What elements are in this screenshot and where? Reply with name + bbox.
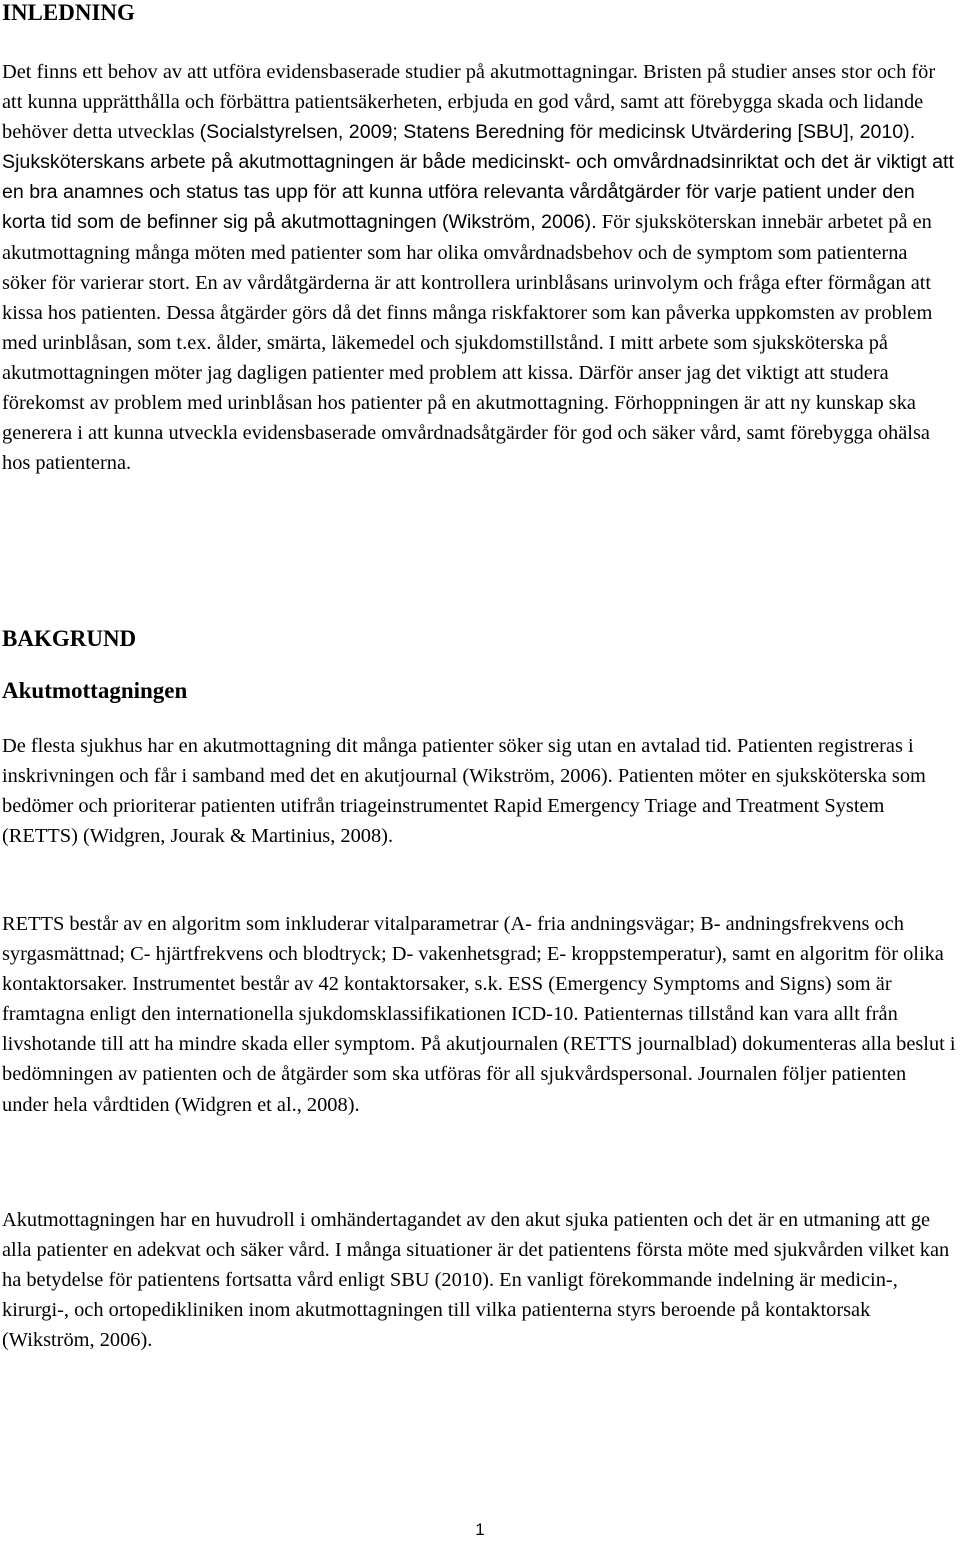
intro-text-part-3: Sjuksköterskans arbete på akutmottagningen är både medicinskt- och omvårdnadsinriktat och det är viktigt att en bra anamnes och status tas upp för att kunna utföra relevanta vårdåtgärder för varje patient under den korta tid som de befinner sig på akutmottagningen (Wikström, 2006). bbox=[2, 151, 954, 234]
intro-text-part-4: För sjuksköterskan innebär arbetet på en akutmottagning många möten med patienter som har olika omvårdnadsbehov och de symptom som patienterna söker för varierar stort. En av vårdåtgärderna är att kontrollera urinblåsans urinvolym och fråga efter förmågan att kissa hos patienten. Dessa åtgärder görs då det finns många riskfaktorer som kan påverka uppkomsten av problem med urinblåsan, som t.ex. ålder, smärta, läkemedel och sjukdomstillstånd. I mitt arbete som sjuksköterska på akutmottagningen möter jag dagligen patienter med problem att kissa. Därför anser jag det viktigt att studera förekomst av problem med urinblåsan hos patienter på en akutmottagning. Förhoppningen är att ny kunskap ska generera i att kunna utveckla evidensbaserade omvårdnadsåtgärder för god och säker vård, samt förebygga ohälsa hos patienterna. bbox=[2, 211, 933, 475]
intro-text-part-2-citation: (Socialstyrelsen, 2009; Statens Beredning för medicinsk Utvärdering [SBU], 2010). bbox=[199, 121, 916, 144]
background-paragraph-1: De flesta sjukhus har en akutmottagning dit många patienter söker sig utan en avtalad tid. Patienten registreras i inskrivningen och får i samband med det en akutjournal (Wikström, 2006). Patienten möter en sjuksköterska som bedömer och prioriterar patienten utifrån triageinstrumentet Rapid Emergency Triage and Treatment System (RETTS) (Widgren, Jourak & Martinius, 2008). bbox=[2, 735, 926, 848]
section-heading-inledning: INLEDNING bbox=[2, 0, 135, 25]
background-paragraph-3: Akutmottagningen har en huvudroll i omhändertagandet av den akut sjuka patienten och det är en utmaning att ge alla patienter en adekvat och säker vård. I många situationer är det patientens första möte med sjukvården vilket kan ha betydelse för patientens fortsatta vård enligt SBU (2010). En vanligt förekommande indelning är medicin-, kirurgi-, och ortopedikliniken inom akutmottagningen till vilka patienterna styrs beroende på kontaktorsak (Wikström, 2006). bbox=[2, 1209, 950, 1352]
intro-text-part-1: Det finns ett behov av att utföra evidensbaserade studier på akutmottagningar. Bristen på studier anses stor och för att kunna upprätthålla och förbättra patientsäkerheten, erbjuda en god vård, samt att förebygga skada och lidande behöver detta utvecklas bbox=[2, 61, 936, 144]
background-paragraph-2: RETTS består av en algoritm som inkluderar vitalparametrar (A- fria andningsvägar; B- andningsfrekvens och syrgasmättnad; C- hjärtfrekvens och blodtryck; D- vakenhetsgrad; E- kroppstemperatur), samt en algoritm för olika kontaktorsaker. Instrumentet består av 42 kontaktorsaker, s.k. ESS (Emergency Symptoms and Signs) som är framtagna enligt den internationella sjukdomsklassifikationen ICD-10. Patienternas tillstånd kan vara allt från livshotande till att ha mindre skada eller symptom. På akutjournalen (RETTS journalblad) dokumenteras alla beslut i bedömningen av patienten och de åtgärder som ska utföras för all sjukvårdspersonal. Journalen följer patienten under hela vårdtiden (Widgren et al., 2008). bbox=[2, 913, 956, 1116]
section-heading-bakgrund: BAKGRUND bbox=[2, 626, 137, 651]
page-number: 1 bbox=[475, 1520, 485, 1539]
subsection-heading-akutmottagningen: Akutmottagningen bbox=[2, 678, 188, 703]
intro-paragraph bbox=[2, 57, 956, 478]
